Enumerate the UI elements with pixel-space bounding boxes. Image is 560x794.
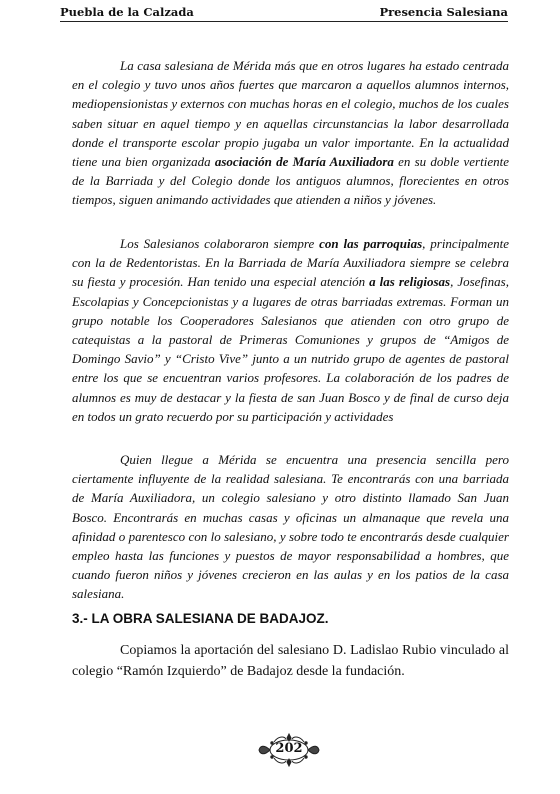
page-number: 202 — [275, 741, 303, 756]
p3-text: Quien llegue a Mérida se encuentra una presencia sencilla pero ciertamente influyente de la realidad salesiana. Te encontrarás con una barriada de María Auxiliadora, un colegio salesiano y otro distinto llamado San Juan Bosco. Encontrarás en muchas casas y oficinas un almanaque que revela una afinidad o parentesco con lo salesiano, y sobre todo te encontrarás desde cualquier empleo hasta las funciones y puestos de mayor responsabilidad a hombres, que cuando fueron niños y jóvenes crecieron en las aulas y en los patios de la casa salesiana. — [72, 452, 509, 602]
header-rule — [60, 21, 508, 22]
page-number-ornament — [258, 732, 320, 768]
p2-text-a: Los Salesianos colaboraron siempre — [120, 236, 320, 251]
p2-text-c: , Josefinas, Escolapias y Concepcionistas y a lugares de otras barriadas extremas. Forman un grupo notable los Cooperadores Salesianos que atienden con otro grupo de catequistas a la pastoral de Primeras Comuniones y grupos de “Amigos de Domingo Savio” y “Cristo Vive” junto a un nutrido grupo de agentes de pastoral entre los que se encuentran varios profesores. La colaboración de los padres de alumnos es muy de destacar y la fiesta de san Juan Bosco y de final de curso deja en todos un grato recuerdo por su participación y actividades — [72, 274, 509, 424]
running-head — [60, 2, 508, 22]
paragraph-parishes — [72, 234, 509, 426]
p1-text-a: La casa salesiana de Mérida más que en otros lugares ha estado centrada en el colegio y tuvo unos años fuertes que marcaron a aquellos alumnos internos, mediopensionistas y externos con muchas horas en el colegio, muchos de los cuales saben situar en aquel tiempo y en aquellas circunstancias la labor desarrollada donde el transporte escolar propio jugaba un valor importante. En la actualidad tiene una bien organizada — [72, 58, 509, 170]
section-heading: 3.- LA OBRA SALESIANA DE BADAJOZ. — [72, 611, 329, 626]
p2-bold-b: a las religiosas — [369, 274, 451, 290]
section-paragraph — [72, 640, 509, 682]
running-head-right: Presencia Salesiana — [379, 5, 508, 19]
paragraph-merida-house — [72, 56, 509, 210]
running-head-left: Puebla de la Calzada — [60, 5, 194, 19]
p2-text-b: , principalmente con la de Redentoristas. En la Barriada de María Auxiliadora siempre se celebra su fiesta y procesión. Han tenido una especial atención — [72, 236, 509, 290]
p1-text-b: en su doble vertiente de la Barriada y del Colegio donde los antiguos alumnos, florecientes en otros tiempos, siguen animando actividades que atienden a niños y jóvenes. — [72, 154, 509, 208]
paragraph-presence — [72, 450, 509, 604]
p1-bold-a: asociación de María Auxiliadora — [214, 154, 394, 170]
section-text: Copiamos la aportación del salesiano D. Ladislao Rubio vinculado al colegio “Ramón Izquierdo” de Badajoz desde la fundación. — [72, 643, 509, 679]
p2-bold-a: con las parroquias — [319, 236, 423, 251]
